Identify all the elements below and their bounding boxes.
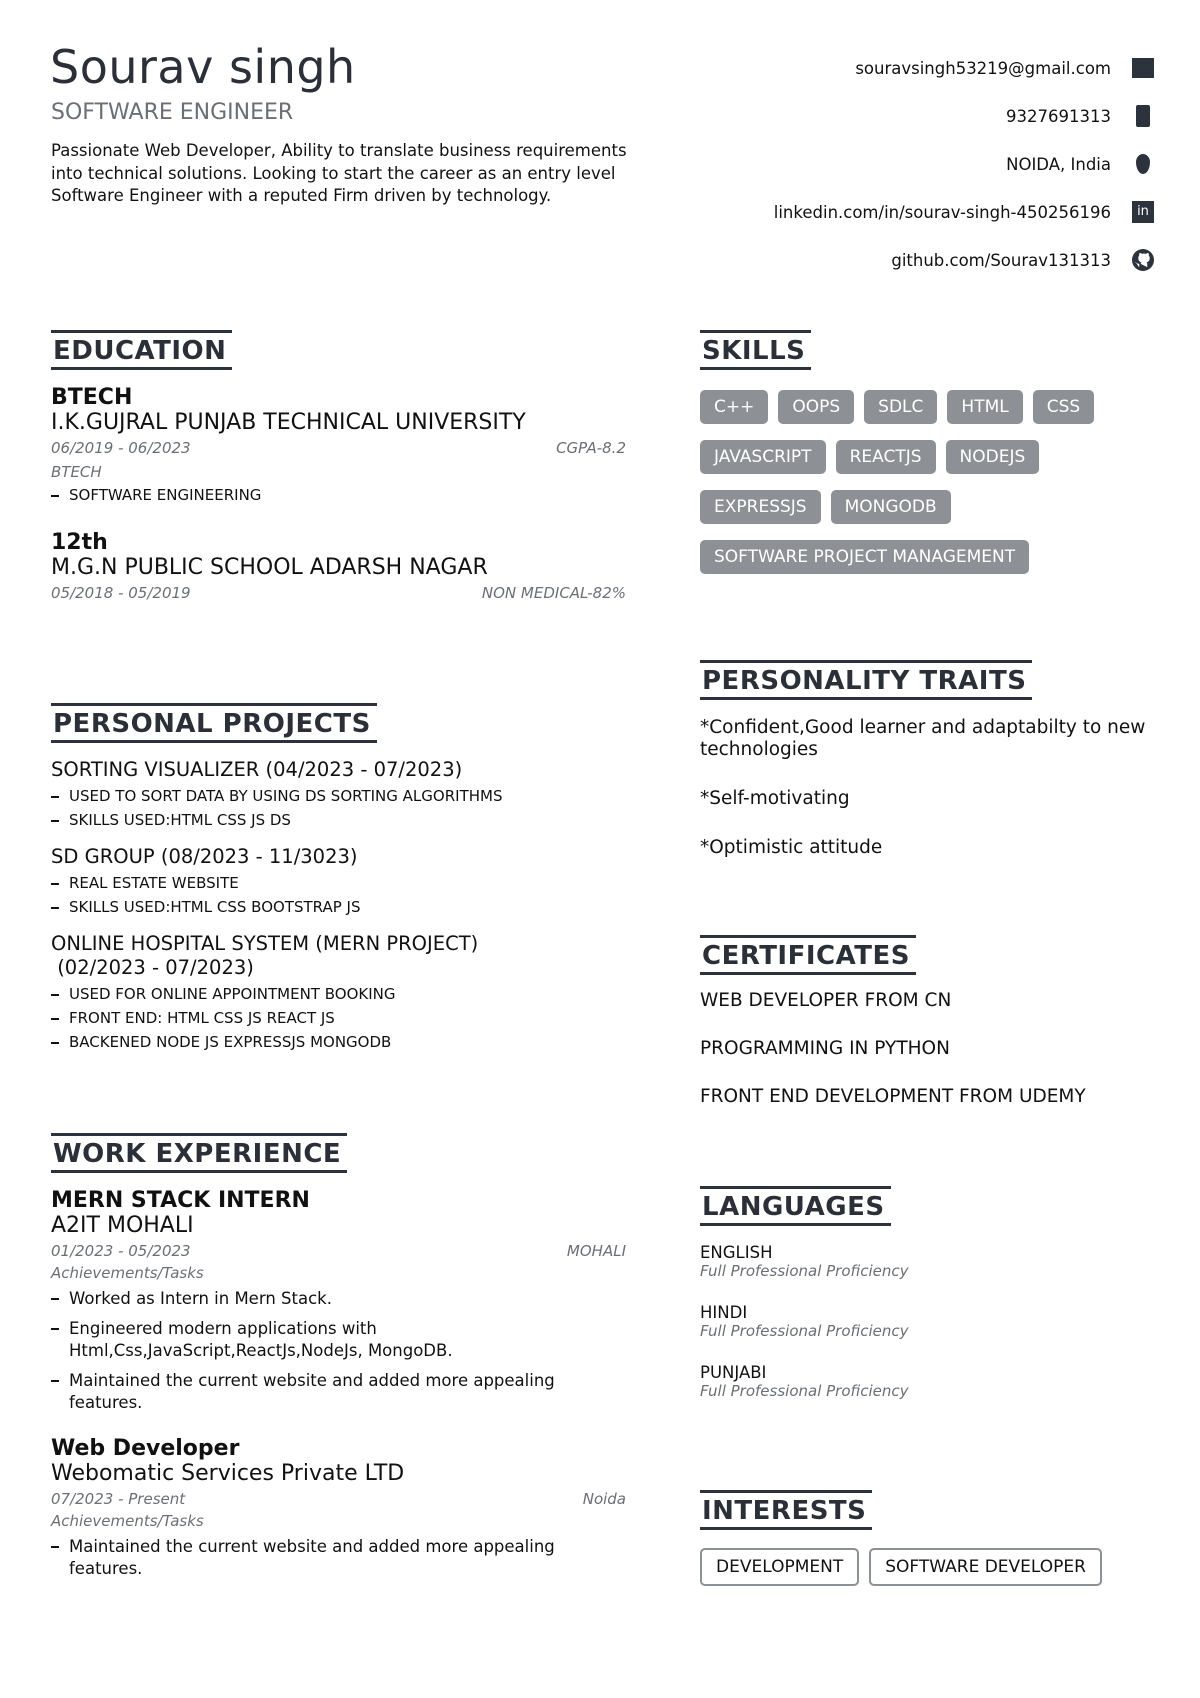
skill-chip: OOPS [778, 390, 854, 424]
project-title: SD GROUP (08/2023 - 11/3023) [51, 845, 358, 868]
degree: 12th [51, 530, 108, 555]
skills-heading: SKILLS [700, 330, 811, 370]
project-entry [51, 932, 626, 1053]
location-icon [1131, 152, 1155, 176]
list-item: BACKENED NODE JS EXPRESSJS MONGODB [51, 1032, 626, 1053]
certificate-item: WEB DEVELOPER FROM CN [700, 990, 952, 1011]
contact-email[interactable] [555, 44, 1155, 92]
certificate-item: FRONT END DEVELOPMENT FROM UDEMY [700, 1086, 1086, 1107]
skill-chip: C++ [700, 390, 768, 424]
languages-heading: LANGUAGES [700, 1186, 891, 1226]
project-entry [51, 758, 626, 831]
candidate-name: Sourav singh [50, 40, 356, 94]
list-item: Maintained the current website and added more appealing features. [51, 1370, 626, 1414]
project-title: ONLINE HOSPITAL SYSTEM (MERN PROJECT) [51, 932, 479, 955]
work-dates: 01/2023 - 05/2023 [51, 1242, 191, 1260]
skill-chip: REACTJS [836, 440, 936, 474]
language-level: Full Professional Proficiency [700, 1322, 909, 1340]
interest-chip: SOFTWARE DEVELOPER [869, 1548, 1102, 1586]
list-item: Engineered modern applications with Html,Css,JavaScript,ReactJs,NodeJs, MongoDB. [51, 1318, 626, 1362]
education-heading: EDUCATION [51, 330, 232, 370]
traits-heading: PERSONALITY TRAITS [700, 660, 1032, 700]
contact-location [555, 140, 1155, 188]
list-item: Maintained the current website and added more appealing features. [51, 1536, 626, 1580]
trait-item: *Optimistic attitude [700, 837, 883, 858]
project-dates: (02/2023 - 07/2023) [51, 956, 254, 979]
phone-text[interactable]: 9327691313 [1006, 106, 1111, 126]
projects-heading: PERSONAL PROJECTS [51, 703, 377, 743]
language-name: PUNJABI [700, 1363, 767, 1382]
languages-section [700, 1243, 1160, 1400]
skills-row [700, 390, 1160, 440]
work-items [51, 1536, 626, 1580]
skill-chip: HTML [947, 390, 1022, 424]
company: A2IT MOHALI [51, 1213, 194, 1238]
degree: BTECH [51, 385, 133, 410]
interests-section [700, 1548, 1160, 1586]
job-title: Web Developer [51, 1436, 240, 1461]
contact-github[interactable] [555, 236, 1155, 284]
skills-row [700, 540, 1160, 590]
education-meta [51, 439, 626, 457]
trait-item: *Self-motivating [700, 788, 850, 809]
list-item: SOFTWARE ENGINEERING [51, 485, 626, 506]
certificates-section [700, 990, 1160, 1134]
project-items [51, 786, 626, 831]
work-meta [51, 1490, 626, 1508]
education-sub: BTECH [51, 463, 102, 481]
skills-section [700, 390, 1160, 590]
language-item [700, 1303, 1160, 1340]
institution: I.K.GUJRAL PUNJAB TECHNICAL UNIVERSITY [51, 410, 526, 435]
list-item: SKILLS USED:HTML CSS BOOTSTRAP JS [51, 897, 626, 918]
list-item: USED TO SORT DATA BY USING DS SORTING ALGORITHMS [51, 786, 626, 807]
education-score: NON MEDICAL-82% [481, 584, 626, 602]
interest-chip: DEVELOPMENT [700, 1548, 859, 1586]
education-section [51, 385, 626, 602]
education-items [51, 485, 626, 506]
list-item: REAL ESTATE WEBSITE [51, 873, 626, 894]
education-entry [51, 530, 626, 602]
work-entry [51, 1188, 626, 1414]
language-name: ENGLISH [700, 1243, 773, 1262]
skill-chip: SDLC [864, 390, 937, 424]
work-location: Noida [582, 1490, 626, 1508]
job-title: MERN STACK INTERN [51, 1188, 310, 1213]
work-items [51, 1288, 626, 1414]
skill-chip: CSS [1033, 390, 1094, 424]
language-level: Full Professional Proficiency [700, 1262, 909, 1280]
list-item: FRONT END: HTML CSS JS REACT JS [51, 1008, 626, 1029]
traits-section [700, 717, 1160, 886]
work-entry [51, 1436, 626, 1580]
candidate-title: SOFTWARE ENGINEER [51, 100, 294, 125]
github-icon [1131, 248, 1155, 272]
skill-chip: EXPRESSJS [700, 490, 821, 524]
education-score: CGPA-8.2 [556, 439, 626, 457]
work-dates: 07/2023 - Present [51, 1490, 186, 1508]
language-item [700, 1363, 1160, 1400]
company: Webomatic Services Private LTD [51, 1461, 405, 1486]
list-item: USED FOR ONLINE APPOINTMENT BOOKING [51, 984, 626, 1005]
projects-section [51, 758, 626, 1056]
education-dates: 06/2019 - 06/2023 [51, 439, 191, 457]
linkedin-icon: in [1131, 200, 1155, 224]
email-text[interactable]: souravsingh53219@gmail.com [855, 58, 1111, 78]
skill-chip: MONGODB [831, 490, 951, 524]
project-items [51, 873, 626, 918]
list-item: Worked as Intern in Mern Stack. [51, 1288, 626, 1310]
contact-linkedin[interactable] [555, 188, 1155, 236]
skills-row [700, 440, 1160, 490]
skill-chip: SOFTWARE PROJECT MANAGEMENT [700, 540, 1029, 574]
project-entry [51, 845, 626, 918]
language-name: HINDI [700, 1303, 748, 1322]
project-title: SORTING VISUALIZER (04/2023 - 07/2023) [51, 758, 463, 781]
skill-chip: NODEJS [946, 440, 1040, 474]
certificate-item: PROGRAMMING IN PYTHON [700, 1038, 950, 1059]
interests-row [700, 1548, 1160, 1586]
institution: M.G.N PUBLIC SCHOOL ADARSH NAGAR [51, 555, 488, 580]
education-dates: 05/2018 - 05/2019 [51, 584, 191, 602]
summary: Passionate Web Developer, Ability to translate business requirements into technical solutions. Looking to start the career as an entry level Software Engineer with a reputed Firm driven by technology. [51, 141, 627, 205]
trait-item: *Confident,Good learner and adaptabilty to new technologies [700, 717, 1146, 760]
education-entry [51, 385, 626, 506]
language-item [700, 1243, 1160, 1280]
contact-phone[interactable] [555, 92, 1155, 140]
github-text[interactable]: github.com/Sourav131313 [891, 250, 1111, 270]
skill-chip: JAVASCRIPT [700, 440, 826, 474]
work-sub: Achievements/Tasks [51, 1512, 204, 1530]
certificates-heading: CERTIFICATES [700, 935, 916, 975]
work-meta [51, 1242, 626, 1260]
linkedin-text[interactable]: linkedin.com/in/sourav-singh-450256196 [773, 202, 1111, 222]
list-item: SKILLS USED:HTML CSS JS DS [51, 810, 626, 831]
language-level: Full Professional Proficiency [700, 1382, 909, 1400]
work-location: MOHALI [566, 1242, 626, 1260]
phone-icon [1131, 104, 1155, 128]
work-heading: WORK EXPERIENCE [51, 1133, 347, 1173]
skills-row [700, 490, 1160, 540]
location-text: NOIDA, India [1006, 154, 1111, 174]
interests-heading: INTERESTS [700, 1490, 872, 1530]
work-sub: Achievements/Tasks [51, 1264, 204, 1282]
education-meta [51, 584, 626, 602]
project-items [51, 984, 626, 1053]
work-section [51, 1188, 626, 1584]
email-icon [1131, 56, 1155, 80]
contact-list [555, 44, 1155, 284]
